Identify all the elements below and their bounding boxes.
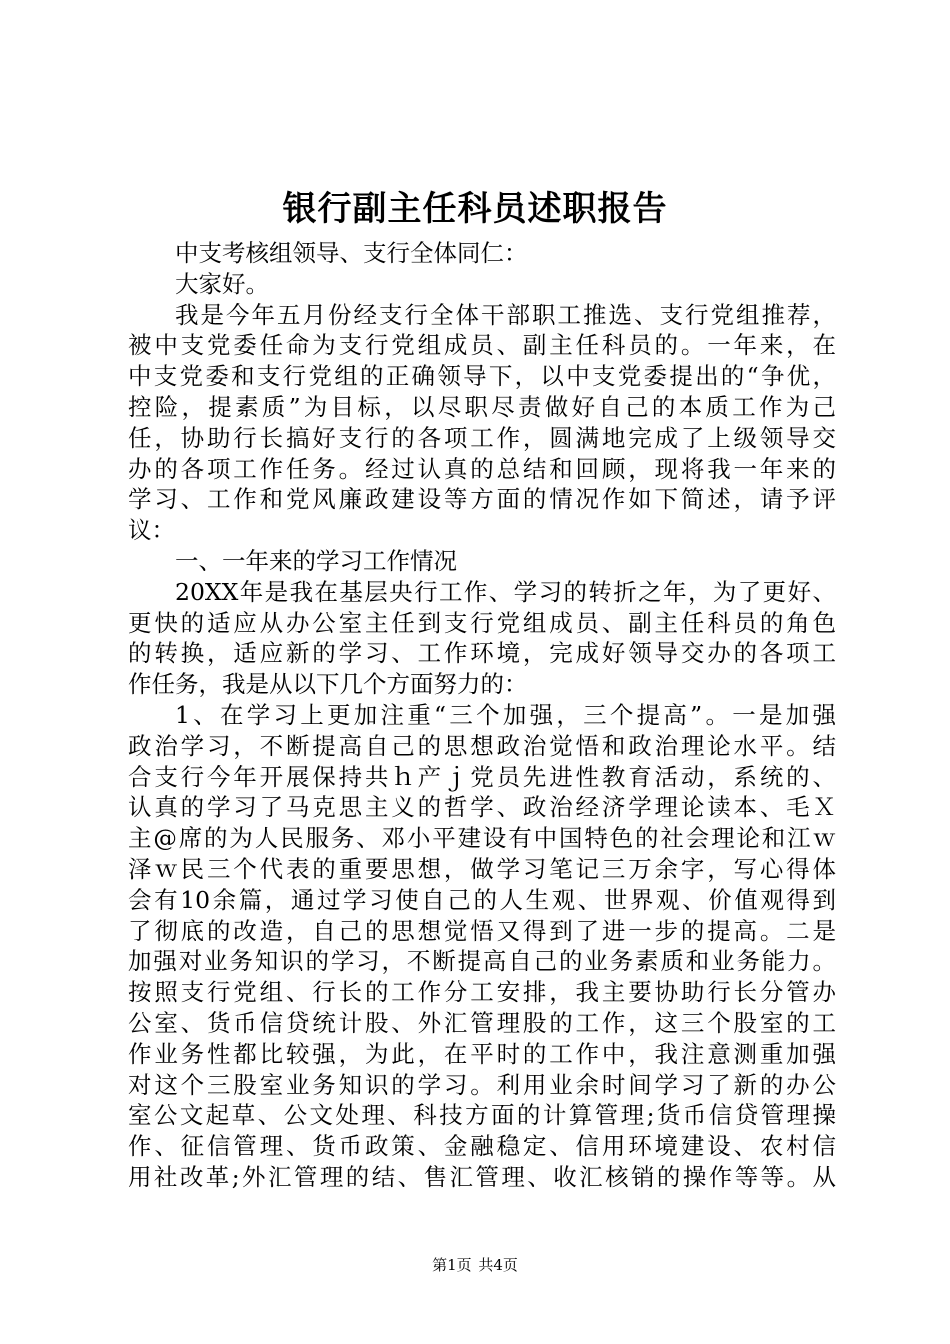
body-text-line: 按照支行党组、行长的工作分工安排，我主要协助行长分管办 [128, 978, 836, 1007]
body-text-line: 办的各项工作任务。经过认真的总结和回顾，现将我一年来的 [128, 454, 836, 483]
body-text-line: 加强对业务知识的学习，不断提高自己的业务素质和业务能力。 [128, 947, 836, 976]
body-text-line: 合支行今年开展保持共ｈ产ｊ党员先进性教育活动，系统的、 [128, 762, 836, 791]
body-text-line: 作业务性都比较强，为此，在平时的工作中，我注意测重加强 [128, 1039, 836, 1068]
body-text-line: 作、征信管理、货币政策、金融稳定、信用环境建设、农村信 [128, 1132, 836, 1161]
page-number: 第1页 [432, 1256, 472, 1274]
body-text-line: 中支党委和支行党组的正确领导下，以中支党委提出的“争优， [128, 362, 836, 391]
body-text-line: 泽ｗ民三个代表的重要思想，做学习笔记三万余字，写心得体 [128, 854, 836, 883]
page-total: 共4页 [478, 1256, 518, 1274]
body-text-line: 学习、工作和党风廉政建设等方面的情况作如下简述，请予评 [128, 485, 836, 514]
body-text-line: 认真的学习了马克思主义的哲学、政治经济学理论读本、毛Ｘ [128, 793, 836, 822]
body-text-line: 1、在学习上更加注重“三个加强，三个提高”。一是加强 [175, 700, 836, 729]
document-body [128, 238, 836, 1193]
body-text-line: 一、一年来的学习工作情况 [175, 546, 457, 575]
body-text-line: 的转换，适应新的学习、工作环境，完成好领导交办的各项工 [128, 639, 836, 668]
body-text-line: 更快的适应从办公室主任到支行党组成员、副主任科员的角色 [128, 608, 836, 637]
body-text-line: 用社改革;外汇管理的结、售汇管理、收汇核销的操作等等。从 [128, 1162, 836, 1191]
body-text-line: 公室、货币信贷统计股、外汇管理股的工作，这三个股室的工 [128, 1008, 836, 1037]
body-text-line: 任，协助行长搞好支行的各项工作，圆满地完成了上级领导交 [128, 423, 836, 452]
document-title: 银行副主任科员述职报告 [282, 189, 668, 229]
body-text-line: 会有10余篇，通过学习使自己的人生观、世界观、价值观得到 [128, 885, 836, 914]
body-text-line: 我是今年五月份经支行全体干部职工推选、支行党组推荐， [175, 300, 836, 329]
body-text-line: 20XX年是我在基层央行工作、学习的转折之年，为了更好、 [175, 577, 836, 606]
body-text-line: 控险，提素质”为目标，以尽职尽责做好自己的本质工作为己 [128, 392, 836, 421]
body-text-line: 大家好。 [175, 269, 269, 298]
body-text-line: 中支考核组领导、支行全体同仁： [175, 239, 528, 267]
body-text-line: 室公文起草、公文处理、科技方面的计算管理;货币信贷管理操 [128, 1101, 836, 1130]
page-footer [0, 1255, 950, 1275]
body-text-line: 被中支党委任命为支行党组成员、副主任科员的。一年来，在 [128, 331, 836, 360]
body-text-line: 了彻底的改造，自己的思想觉悟又得到了进一步的提高。二是 [128, 916, 836, 945]
body-text-line: 议： [128, 516, 175, 545]
body-text-line: 政治学习，不断提高自己的思想政治觉悟和政治理论水平。结 [128, 731, 836, 760]
body-text-line: 对这个三股室业务知识的学习。利用业余时间学习了新的办公 [128, 1070, 836, 1099]
body-text-line: 主@席的为人民服务、邓小平建设有中国特色的社会理论和江ｗ [128, 824, 836, 853]
body-text-line: 作任务，我是从以下几个方面努力的： [128, 670, 528, 699]
